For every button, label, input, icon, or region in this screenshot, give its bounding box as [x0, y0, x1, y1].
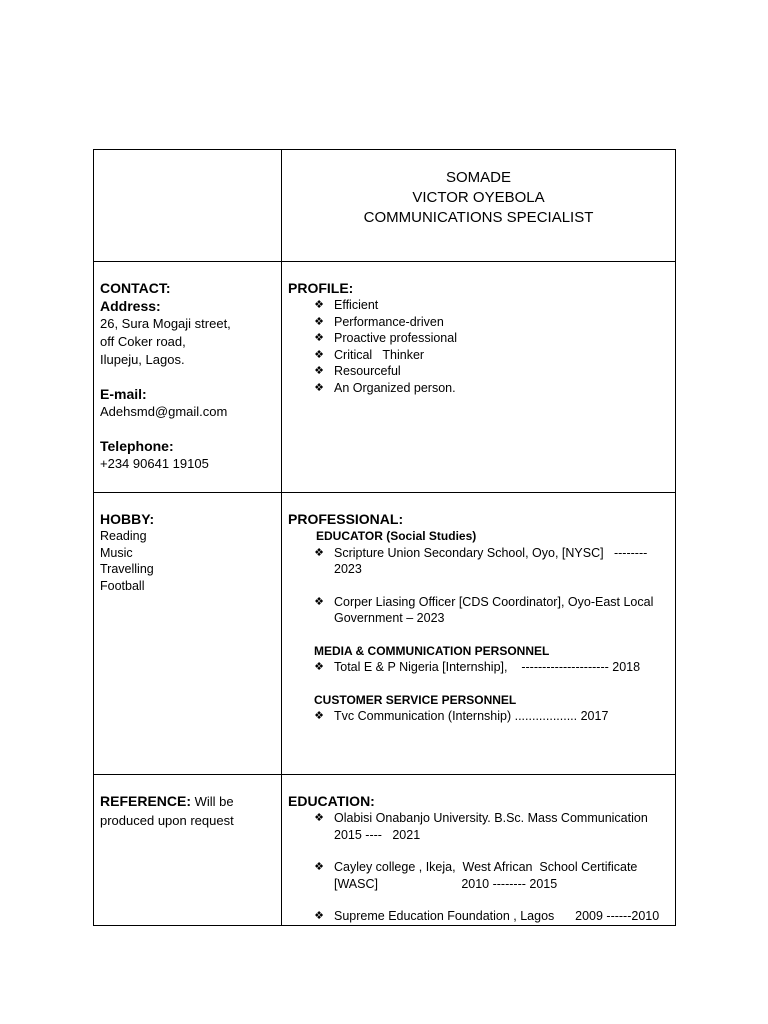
list-item: ❖ An Organized person.	[312, 380, 669, 397]
diamond-bullet-icon: ❖	[314, 661, 324, 673]
list-item: Music	[100, 545, 133, 560]
diamond-bullet-icon: ❖	[314, 861, 324, 873]
profile-cell	[282, 262, 676, 493]
list-item: ❖ Olabisi Onabanjo University. B.Sc. Mass Communication 2015 ---- 2021	[312, 810, 669, 843]
contact-heading: CONTACT:	[100, 280, 171, 296]
list-item: ❖ Corper Liasing Officer [CDS Coordinator], Oyo-East Local Government – 2023	[312, 594, 669, 627]
hobby-cell	[94, 493, 282, 775]
name-title-block	[282, 150, 675, 228]
list-item: ❖ Cayley college , Ikeja, West African School Certificate [WASC] 2010 -------- 2015	[312, 859, 669, 892]
address-line: 26, Sura Mogaji street,	[100, 316, 231, 331]
customer-service-list	[288, 708, 669, 725]
list-item: ❖ Supreme Education Foundation , Lagos 2009 ------2010	[312, 908, 669, 925]
list-item: ❖ Tvc Communication (Internship) .................. 2017	[312, 708, 669, 725]
diamond-bullet-icon: ❖	[314, 381, 324, 394]
list-item: ❖ Total E & P Nigeria [Internship], --------------------- 2018	[312, 659, 669, 676]
contact-cell	[94, 262, 282, 493]
email-value: Adehsmd@gmail.com	[100, 404, 228, 419]
diamond-bullet-icon: ❖	[314, 546, 324, 559]
diamond-bullet-icon: ❖	[314, 910, 324, 922]
diamond-bullet-icon: ❖	[314, 299, 324, 311]
header-left-cell	[94, 150, 282, 262]
diamond-bullet-icon: ❖	[314, 710, 324, 722]
customer-service-heading: CUSTOMER SERVICE PERSONNEL	[314, 692, 517, 707]
address-label: Address:	[100, 298, 161, 314]
address	[100, 315, 275, 369]
diamond-bullet-icon: ❖	[314, 315, 324, 328]
phone-label: Telephone:	[100, 438, 174, 454]
hobby-heading: HOBBY:	[100, 511, 155, 527]
profile-list	[288, 297, 669, 396]
list-item: ❖ Performance-driven	[312, 314, 669, 331]
education-list-3	[288, 908, 669, 925]
list-item: Reading	[100, 529, 147, 543]
list-item: ❖ Scripture Union Secondary School, Oyo, [NYSC] -------- 2023	[312, 545, 669, 578]
reference-block	[94, 775, 281, 830]
header-right-cell	[282, 150, 676, 262]
profile-heading: PROFILE:	[288, 280, 354, 296]
list-item: ❖ Critical Thinker	[312, 347, 669, 364]
list-item: Football	[100, 578, 145, 593]
reference-cell	[94, 775, 282, 926]
list-item: ❖ Proactive professional	[312, 330, 669, 347]
phone-value: +234 90641 19105	[100, 456, 209, 471]
professional-cell	[282, 493, 676, 775]
education-cell	[282, 775, 676, 926]
educator-list	[288, 545, 669, 578]
given-names: VICTOR OYEBOLA	[412, 189, 545, 206]
education-list	[288, 810, 669, 843]
diamond-bullet-icon: ❖	[314, 332, 324, 344]
educator-heading: EDUCATOR (Social Studies)	[316, 529, 477, 543]
diamond-bullet-icon: ❖	[314, 348, 324, 361]
education-list-2	[288, 859, 669, 892]
diamond-bullet-icon: ❖	[314, 595, 324, 608]
address-line: Ilupeju, Lagos.	[100, 352, 185, 367]
education-heading: EDUCATION:	[288, 793, 375, 809]
list-item: ❖ Efficient	[312, 297, 669, 314]
professional-heading: PROFESSIONAL:	[288, 511, 404, 527]
media-heading: MEDIA & COMMUNICATION PERSONNEL	[314, 643, 550, 658]
list-item: ❖ Resourceful	[312, 363, 669, 380]
list-item: Travelling	[100, 562, 154, 576]
educator-list-2	[288, 594, 669, 627]
hobby-list	[100, 528, 275, 594]
media-list	[288, 659, 669, 676]
address-line: off Coker road,	[100, 334, 186, 349]
diamond-bullet-icon: ❖	[314, 812, 324, 824]
diamond-bullet-icon: ❖	[314, 365, 324, 377]
job-title: COMMUNICATIONS SPECIALIST	[363, 209, 594, 226]
cv-table	[93, 149, 676, 926]
surname: SOMADE	[445, 169, 511, 186]
reference-label: REFERENCE:	[100, 793, 192, 809]
reference-text: Will be produced upon request	[100, 794, 234, 828]
email-label: E-mail:	[100, 386, 147, 402]
